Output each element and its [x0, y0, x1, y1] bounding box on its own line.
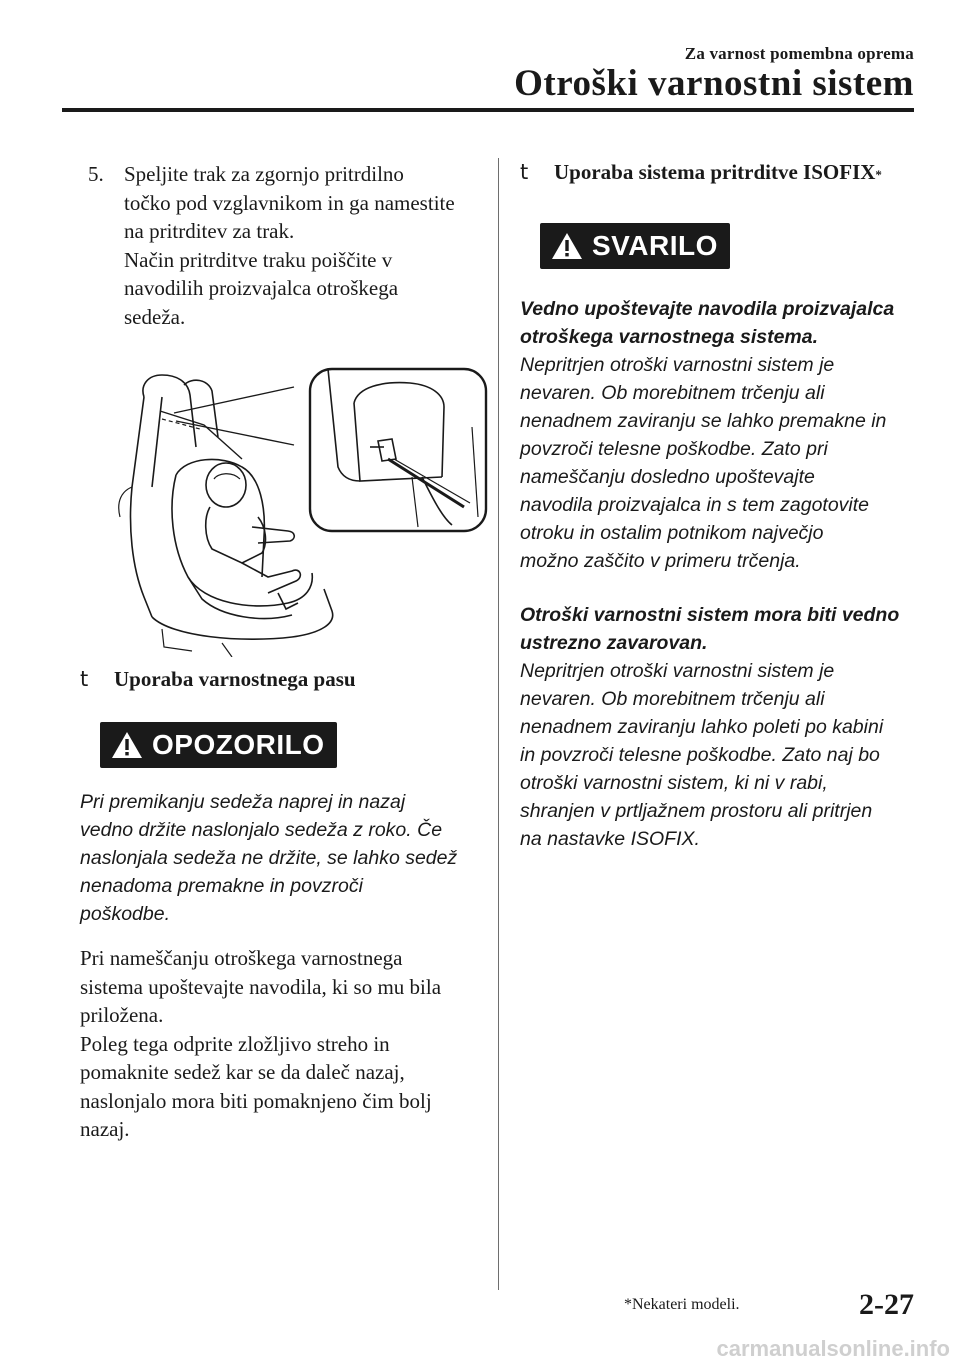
section-bullet: t: [80, 667, 89, 691]
caution-line: navodila proizvajalca in s tem zagotovite: [520, 494, 870, 516]
body-line: Poleg tega odprite zložljivo streho in: [80, 1031, 390, 1056]
watermark: carmanualsonline.info: [716, 1336, 950, 1361]
seatbelt-heading: [80, 667, 472, 692]
warning-badge: [100, 722, 337, 768]
warning-triangle-icon: [110, 730, 144, 760]
body-line: Pri nameščanju otroškega varnostnega: [80, 946, 403, 970]
header-rule: [62, 108, 914, 112]
warning-line: Pri premikanju sedeža naprej in nazaj: [80, 791, 406, 813]
warning-triangle-icon: [550, 231, 584, 261]
step-5: [80, 160, 472, 331]
caution-line: nenadnem zaviranju se lahko premakne in: [520, 410, 887, 432]
child-seat-tether-illustration: [92, 367, 492, 657]
caution-line: nenadnem zaviranju lahko poleti po kabini: [520, 716, 884, 738]
body-line: priložena.: [80, 1003, 164, 1027]
warning-line: nenadoma premakne in povzroči: [80, 875, 363, 897]
page-title: Otroški varnostni sistem: [514, 63, 914, 104]
body-line: naslonjalo mora biti pomaknjeno čim bolj: [80, 1088, 432, 1113]
caution-line: shranjen v prtljažnem prostoru ali pritrjen: [520, 800, 873, 822]
right-column: [520, 160, 920, 853]
asterisk-mark: *: [875, 167, 882, 182]
warning-line: poškodbe.: [80, 903, 170, 925]
step-text: [124, 160, 472, 331]
caution-line: Nepritrjen otroški varnostni sistem je: [520, 660, 835, 682]
caution-paragraph-2: [520, 601, 920, 853]
step-line: Način pritrditve traku poiščite v: [124, 247, 393, 272]
warning-line: vedno držite naslonjalo sedeža z roko. Če: [80, 819, 443, 841]
step-line: sedeža.: [124, 304, 186, 329]
caution-bold-line: Otroški varnostni sistem mora biti vedno: [520, 604, 900, 626]
body-line: pomaknite sedež kar se da daleč nazaj,: [80, 1060, 405, 1084]
caution-badge: [540, 223, 730, 269]
caution-line: nevaren. Ob morebitnem trčenju ali: [520, 688, 825, 710]
caution-paragraph-1: [520, 295, 920, 575]
body-line: nazaj.: [80, 1117, 130, 1141]
step-line: točko pod vzglavnikom in ga namestite: [124, 190, 455, 215]
step-number: 5.: [88, 162, 104, 186]
warning-text: [80, 788, 472, 928]
caution-line: otroku in ostalim potnikom največjo: [520, 522, 824, 544]
body-paragraph: [80, 944, 472, 1144]
seatbelt-heading-text: Uporaba varnostnega pasu: [114, 667, 356, 691]
step-line: na pritrditev za trak.: [124, 219, 295, 243]
caution-label: SVARILO: [592, 230, 718, 261]
isofix-heading-text: Uporaba sistema pritrditve ISOFIX: [554, 160, 876, 184]
caution-line: na nastavke ISOFIX.: [520, 828, 700, 850]
warning-line: naslonjala sedeža ne držite, se lahko sedež: [80, 847, 458, 869]
caution-line: in povzroči telesne poškodbe. Zato naj bo: [520, 744, 880, 766]
caution-line: otroški varnostni sistem, ki ni v rabi,: [520, 772, 828, 794]
caution-bold-line: Vedno upoštevajte navodila proizvajalca: [520, 298, 895, 320]
page-number: 2-27: [859, 1288, 914, 1321]
caution-line: možno zaščito v primeru trčenja.: [520, 550, 801, 572]
caution-line: povzroči telesne poškodbe. Zato pri: [520, 438, 828, 460]
caution-bold-line: ustrezno zavarovan.: [520, 632, 708, 654]
footnote: *Nekateri modeli.: [624, 1296, 740, 1313]
caution-line: nameščanju dosledno upoštevajte: [520, 466, 815, 488]
section-header: Za varnost pomembna oprema: [684, 44, 914, 63]
step-line: navodilih proizvajalca otroškega: [124, 276, 399, 300]
caution-line: Nepritrjen otroški varnostni sistem je: [520, 354, 835, 376]
column-divider: [498, 158, 499, 1290]
warning-label: OPOZORILO: [152, 729, 325, 760]
left-column: [80, 160, 472, 1144]
caution-line: nevaren. Ob morebitnem trčenju ali: [520, 382, 825, 404]
section-bullet: t: [520, 160, 529, 184]
body-line: sistema upoštevajte navodila, ki so mu bila: [80, 974, 442, 999]
step-line: Speljite trak za zgornjo pritrdilno: [124, 162, 404, 186]
caution-bold-line: otroškega varnostnega sistema.: [520, 326, 819, 348]
isofix-heading: [520, 160, 920, 185]
